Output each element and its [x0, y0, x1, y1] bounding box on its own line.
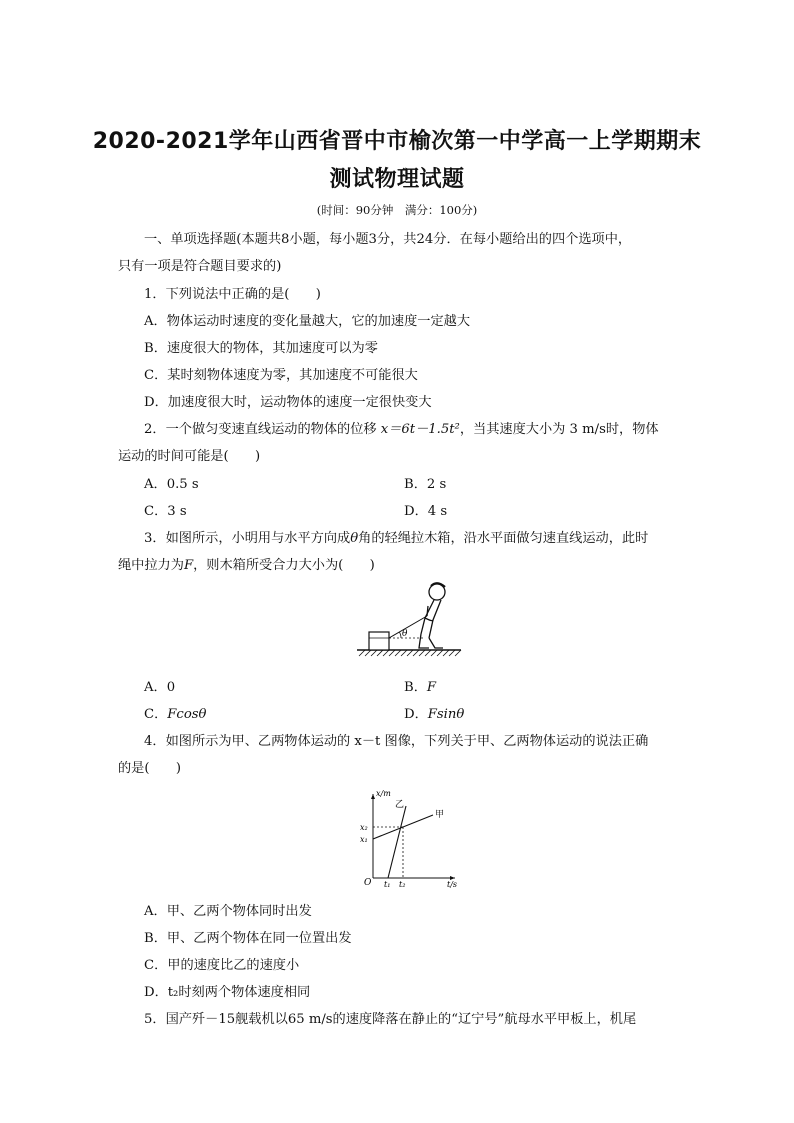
q3-stem-d: ，则木箱所受合力大小为( )	[193, 558, 375, 573]
q3-option-d-value: Fsinθ	[427, 707, 465, 722]
q3-option-d	[404, 703, 464, 722]
q2-stem-cont: 运动的时间可能是( )	[118, 449, 261, 464]
wooden-box	[369, 632, 389, 650]
q5-stem: 5．国产歼－15舰载机以65 m/s的速度降落在静止的“辽宁号”航母水平甲板上，机尾	[144, 1012, 637, 1027]
q3-option-b-value: F	[426, 680, 437, 695]
q3-option-b-letter: B．	[404, 680, 427, 695]
q4-stem: 4．如图所示为甲、乙两物体运动的 x－t 图像，下列关于甲、乙两物体运动的说法正确	[144, 734, 649, 749]
q1-option-d: D．加速度很大时，运动物体的速度一定很快变大	[144, 395, 432, 410]
q3-force: F	[183, 558, 194, 573]
q3-option-d-letter: D．	[404, 707, 428, 722]
q4-stem-cont: 的是( )	[118, 761, 182, 776]
q4-option-b: B．甲、乙两个物体在同一位置出发	[144, 931, 352, 946]
q4-xt-graph	[355, 784, 465, 890]
q3-theta: θ	[350, 531, 359, 546]
q2-option-a: A．0.5 s	[144, 477, 199, 492]
q3-figure-theta-label: θ	[402, 629, 408, 639]
q2-option-c: C．3 s	[144, 504, 187, 519]
q1-option-b: B．速度很大的物体，其加速度可以为零	[144, 341, 378, 356]
x1-label: x₁	[360, 835, 368, 844]
t1-label: t₁	[384, 880, 391, 889]
section-heading: 一、单项选择题(本题共8小题，每小题3分，共24分．在每小题给出的四个选项中，	[144, 232, 632, 247]
q4-option-d: D．t₂时刻两个物体速度相同	[144, 985, 311, 1000]
q3-option-a-text: A．0	[144, 680, 176, 695]
q3-figure-person-pulling-box	[355, 576, 465, 660]
q3-stem-a: 3．如图所示，小明用与水平方向成	[144, 531, 351, 546]
q2-formula: x＝6t－1.5t²	[380, 422, 460, 437]
q3-option-c	[144, 703, 206, 722]
section-heading-cont: 只有一项是符合题目要求的)	[118, 259, 282, 274]
q3-stem-b: 角的轻绳拉木箱，沿水平面做匀速直线运动，此时	[358, 531, 649, 546]
line-yi-label: 乙	[395, 800, 405, 810]
q3-stem-cont	[118, 554, 375, 573]
origin-label: O	[364, 878, 372, 888]
q3-stem-c: 绳中拉力为	[118, 558, 184, 573]
q3-option-a	[144, 676, 175, 695]
q1-stem: 1．下列说法中正确的是( )	[144, 287, 321, 302]
q1-option-c: C．某时刻物体速度为零，其加速度不可能很大	[144, 368, 418, 383]
q2-option-b: B．2 s	[404, 477, 447, 492]
line-jia-label: 甲	[435, 810, 445, 820]
exam-meta: (时间：90分钟 满分：100分)	[316, 203, 478, 217]
q4-option-c: C．甲的速度比乙的速度小	[144, 958, 300, 973]
exam-title-line2: 测试物理试题	[329, 167, 465, 192]
q2-stem-b: ，当其速度大小为 3 m/s时，物体	[459, 422, 659, 437]
q1-option-a: A．物体运动时速度的变化量越大，它的加速度一定越大	[144, 314, 471, 329]
q4-option-a: A．甲、乙两个物体同时出发	[144, 904, 312, 919]
y-axis-label: x/m	[376, 789, 391, 798]
q3-option-c-letter: C．	[144, 707, 168, 722]
exam-title-line1: 2020-2021学年山西省晋中市榆次第一中学高一上学期期末	[92, 129, 702, 154]
q3-stem	[144, 527, 648, 546]
q2-option-d: D．4 s	[404, 504, 448, 519]
q3-option-b	[404, 676, 436, 695]
t2-label: t₂	[399, 880, 406, 889]
q3-option-c-value: Fcosθ	[167, 707, 207, 722]
q2-stem	[144, 418, 659, 437]
x2-label: x₂	[360, 823, 368, 832]
q2-stem-a: 2．一个做匀变速直线运动的物体的位移	[144, 422, 381, 437]
x-axis-label: t/s	[447, 880, 458, 889]
